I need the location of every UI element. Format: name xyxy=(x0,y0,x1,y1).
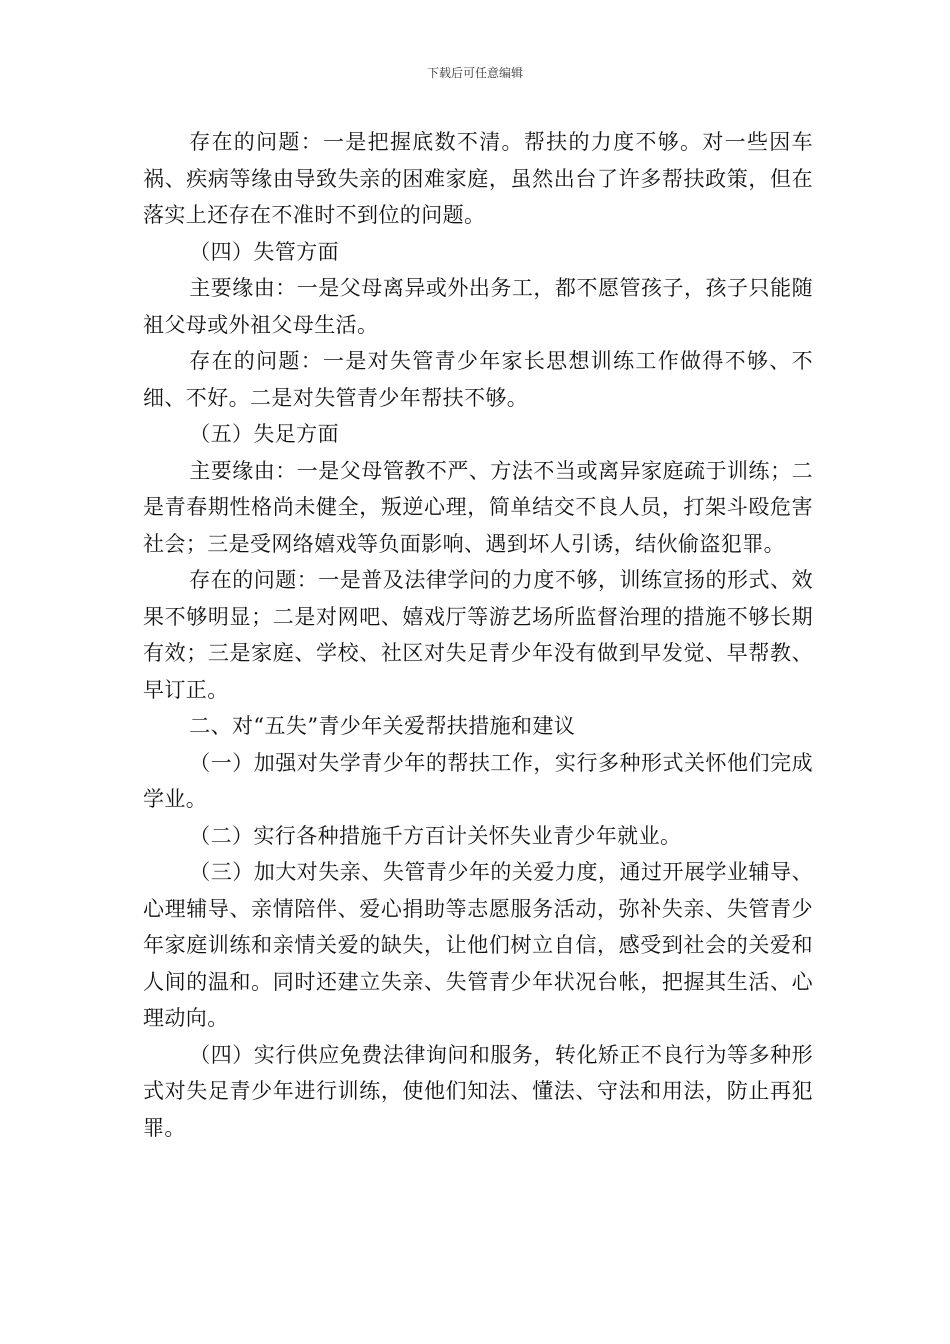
paragraph-measure-3: （三）加大对失亲、失管青少年的关爱力度，通过开展学业辅导、心理辅导、亲情陪伴、爱心捐助等志愿服务活动，弥补失亲、失管青少年家庭训练和亲情关爱的缺失，让他们树立自信，感受到社会的关爱和人间的温和。同时还建立失亲、失管青少年状况台帐，把握其生活、心理动向。 xyxy=(143,860,813,1030)
paragraph-problems-delinquency: 存在的问题：一是普及法律学问的力度不够，训练宣扬的形式、效果不够明显；二是对网吧、嬉戏厅等游艺场所监督治理的措施不够长期有效；三是家庭、学校、社区对失足青少年没有做到早发觉、早帮教、早订正。 xyxy=(143,568,813,702)
paragraph-causes-lack-of-supervision: 主要缘由：一是父母离异或外出务工，都不愿管孩子，孩子只能随祖父母或外祖父母生活。 xyxy=(143,276,813,337)
section-heading-lack-of-supervision: （四）失管方面 xyxy=(189,239,339,264)
paragraph-causes-delinquency: 主要缘由：一是父母管教不严、方法不当或离异家庭疏于训练；二是青春期性格尚未健全，叛逆心理，简单结交不良人员，打架斗殴危害社会；三是受网络嬉戏等负面影响、遇到坏人引诱，结伙偷盗犯罪。 xyxy=(143,458,813,556)
paragraph-problems-lack-of-supervision: 存在的问题：一是对失管青少年家长思想训练工作做得不够、不细、不好。二是对失管青少年帮扶不够。 xyxy=(143,349,813,410)
section-heading-delinquency: （五）失足方面 xyxy=(189,422,339,446)
paragraph-problems-loss-of-family: 存在的问题：一是把握底数不清。帮扶的力度不够。对一些因车祸、疾病等缘由导致失亲的困难家庭，虽然出台了许多帮扶政策，但在落实上还存在不准时不到位的问题。 xyxy=(143,130,813,227)
document-body xyxy=(143,124,813,1146)
page-header-note: 下载后可任意编辑 xyxy=(426,66,523,80)
paragraph-measure-1: （一）加强对失学青少年的帮扶工作，实行多种形式关怀他们完成学业。 xyxy=(143,750,813,811)
paragraph-measure-2: （二）实行各种措施千方百计关怀失业青少年就业。 xyxy=(189,823,682,848)
paragraph-measure-4: （四）实行供应免费法律询问和服务，转化矫正不良行为等多种形式对失足青少年进行训练，使他们知法、懂法、守法和用法，防止再犯罪。 xyxy=(143,1042,813,1140)
section-heading-measures: 二、对“五失”青少年关爱帮扶措施和建议 xyxy=(189,714,576,738)
